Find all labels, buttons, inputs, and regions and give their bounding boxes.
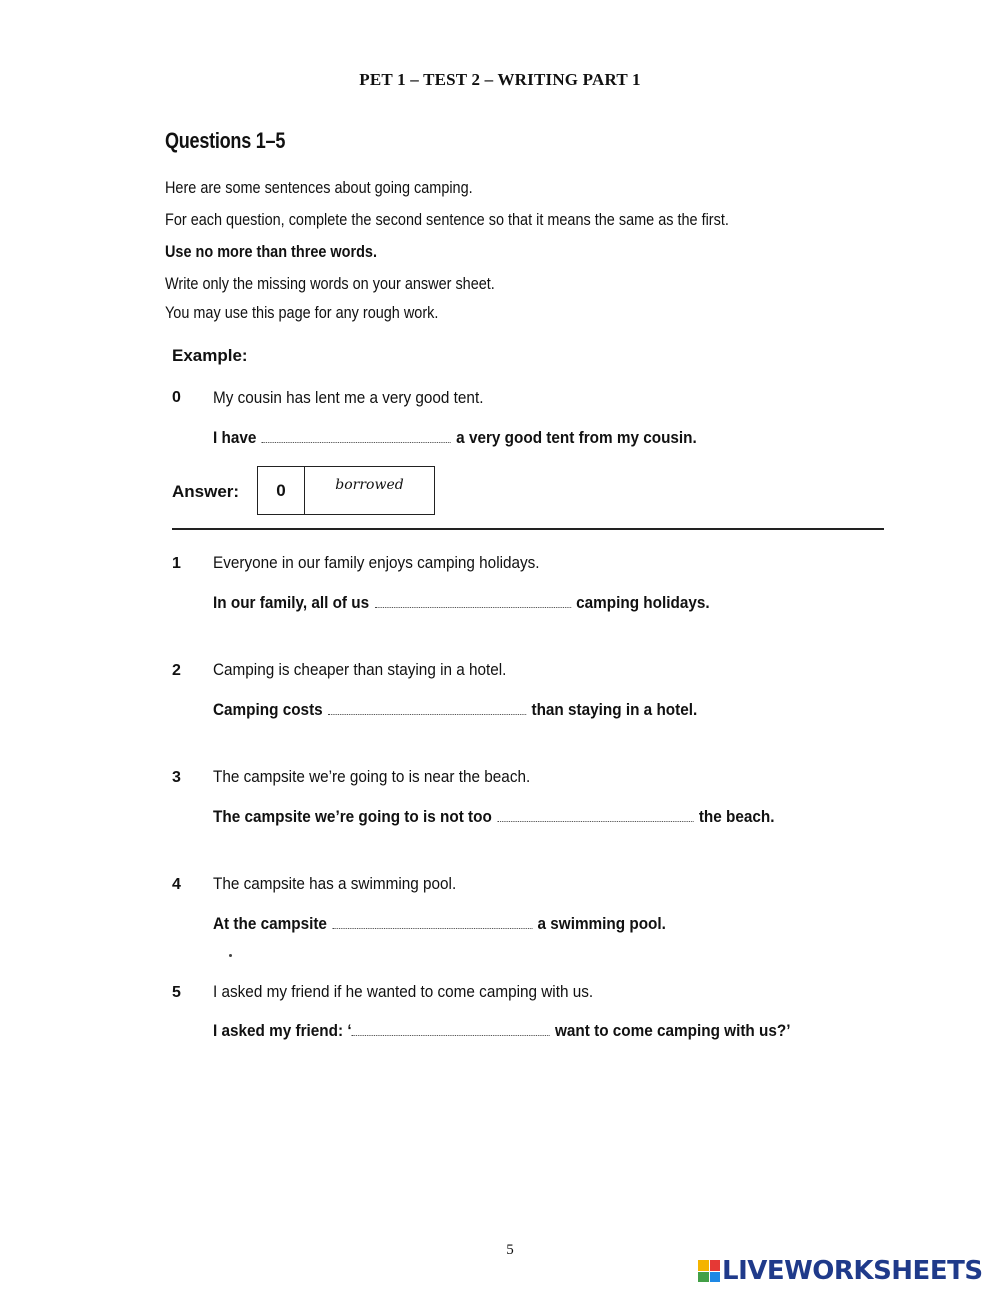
question-prompt-after: a swimming pool. [537,914,666,933]
question-sentence: The campsite has a swimming pool. [213,874,457,893]
question-prompt-before: The campsite we’re going to is not too [213,807,492,826]
question-prompt-after: than staying in a hotel. [531,700,698,719]
question-number: 2 [172,662,181,679]
question-prompt-after: the beach. [698,807,775,826]
answer-box [257,466,435,515]
question-number: 3 [172,769,181,786]
question-prompt-before: I asked my friend: ‘ [213,1021,352,1040]
instruction-line: Use no more than three words. [165,242,377,261]
answer-label: Answer: [172,482,240,501]
instruction-line: You may use this page for any rough work. [165,303,439,322]
example-prompt-after: a very good tent from my cousin. [456,428,697,447]
instruction-line: For each question, complete the second sentence so that it means the same as the first. [165,210,729,229]
example-sentence: My cousin has lent me a very good tent. [213,388,484,407]
example-prompt [213,428,697,448]
question-prompt-before: Camping costs [213,700,323,719]
question-prompt [213,807,775,827]
answer-blank-2[interactable] [328,700,526,715]
answer-box-value: borrowed [335,477,404,493]
question-prompt-before: At the campsite [213,914,327,933]
brand-logo[interactable] [698,1256,983,1286]
question-prompt-after: camping holidays. [576,593,710,612]
answer-blank-1[interactable] [375,593,571,608]
question-number: 1 [172,555,181,572]
example-prompt-before: I have [213,428,257,447]
section-divider [172,528,884,530]
question-sentence: Camping is cheaper than staying in a hotel. [213,660,507,679]
page-number: 5 [506,1242,514,1258]
question-prompt [213,593,710,613]
section-heading: Questions 1–5 [165,128,286,153]
question-prompt [213,1021,790,1041]
question-prompt-before: In our family, all of us [213,593,370,612]
brand-name: LIVEWORKSHEETS [722,1256,983,1286]
question-number: 5 [172,984,181,1001]
brand-grid-icon [698,1260,720,1282]
instruction-line: Here are some sentences about going camping. [165,178,473,197]
question-sentence: Everyone in our family enjoys camping holidays. [213,553,540,572]
question-prompt-after: want to come camping with us?’ [555,1021,791,1040]
answer-box-number: 0 [258,467,305,514]
question-prompt [213,700,697,720]
answer-blank-4[interactable] [332,914,532,929]
page-title: PET 1 – TEST 2 – WRITING PART 1 [359,70,641,89]
question-sentence: The campsite we’re going to is near the beach. [213,767,531,786]
question-prompt [213,914,666,934]
instruction-line: Write only the missing words on your answer sheet. [165,274,495,293]
example-blank [262,428,451,443]
example-number: 0 [172,389,181,406]
question-sentence: I asked my friend if he wanted to come camping with us. [213,982,594,1001]
answer-blank-5[interactable] [352,1021,550,1036]
answer-blank-3[interactable] [497,807,693,822]
stray-mark [229,954,232,957]
question-number: 4 [172,876,181,893]
example-label: Example: [172,346,248,365]
